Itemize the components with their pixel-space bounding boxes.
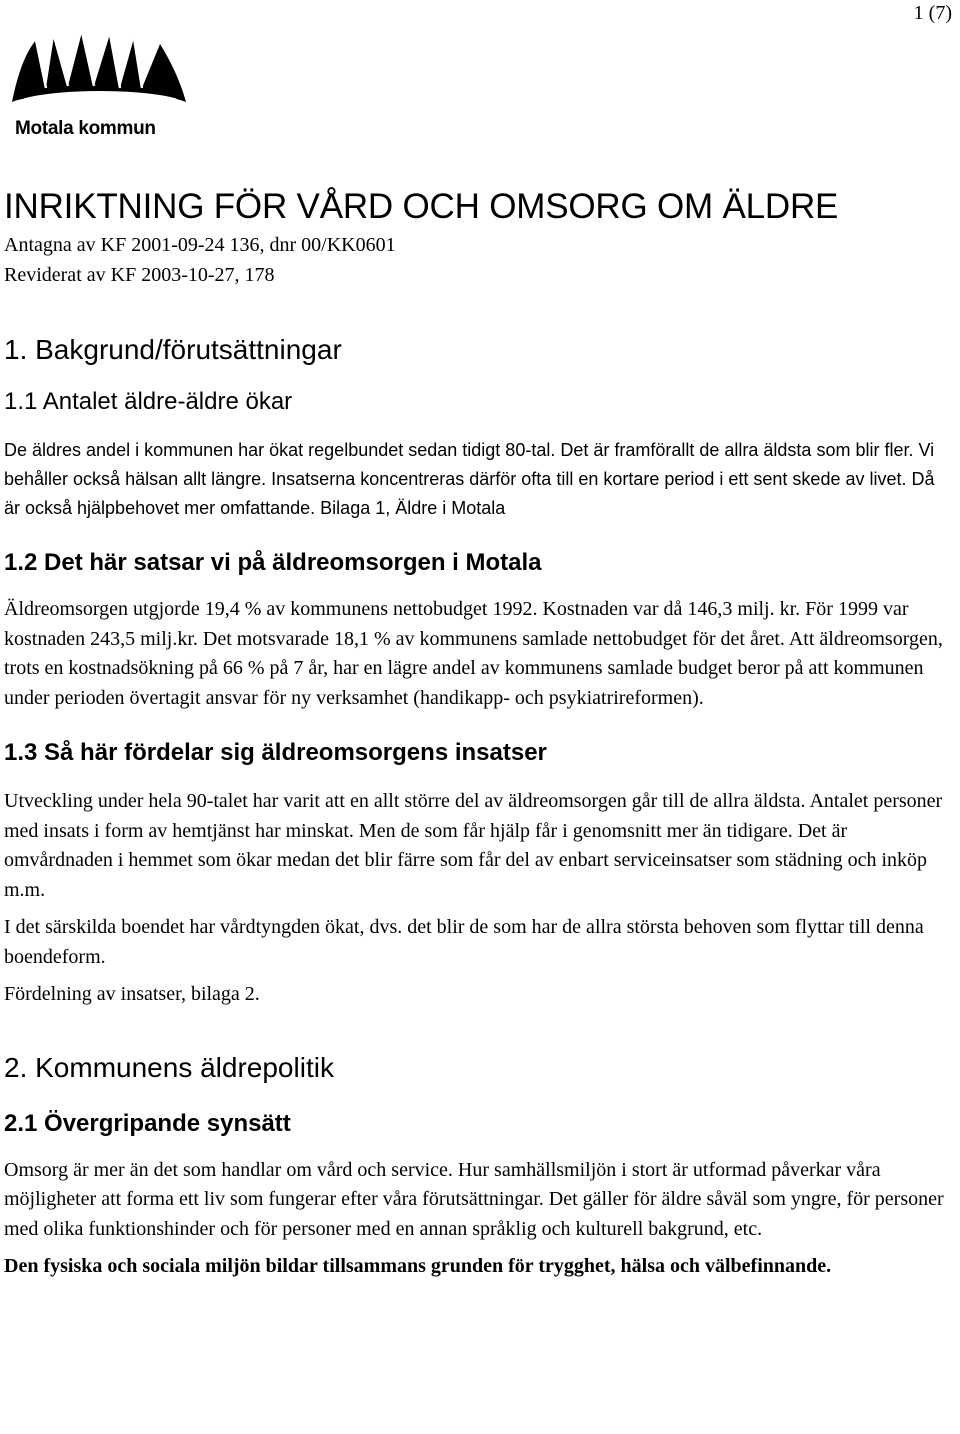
section-1-2-heading: 1.2 Det här satsar vi på äldreomsorgen i Motala <box>4 549 542 576</box>
section-2-1-text: Omsorg är mer än det som handlar om vård och service. Hur samhällsmiljön i stort är utformad påverkar våra möjligheter att forma ett liv som fungerar efter våra förutsättningar. Det gäller för äldre såväl som yngre, för personer med olika funktionshinder och för personer med en annan språklig och kulturell bakgrund, etc. <box>4 1158 944 1240</box>
section-1-3-text-3: Fördelning av insatser, bilaga 2. <box>4 983 260 1005</box>
section-1-3-text-2: I det särskilda boendet har vårdtyngden ökat, dvs. det blir de som har de allra största behoven som flyttar till denna boendeform. <box>4 916 924 968</box>
section-2-1-bold-text: Den fysiska och sociala miljön bildar tillsammans grunden för trygghet, hälsa och välbefinnande. <box>4 1255 832 1277</box>
section-1-1-heading: 1.1 Antalet äldre-äldre ökar <box>4 388 293 415</box>
section-2-1-heading: 2.1 Övergripande synsätt <box>4 1109 291 1137</box>
document-body <box>4 184 954 1282</box>
motala-kommun-logo <box>0 30 195 150</box>
section-1-2-text: Äldreomsorgen utgjorde 19,4 % av kommunens nettobudget 1992. Kostnaden var då 146,3 milj. kr. För 1999 var kostnaden 243,5 milj.kr. Det motsvarade 18,1 % av kommunens samlade nettobudget för det året. Att äldreomsorgen, trots en kostnadsökning på 66 % på 7 år, har en lägre andel av kommunens samlade budget beror på att kommunen under perioden övertagit ansvar för ny verksamhet (handikapp- och psykiatrireformen). <box>4 598 943 709</box>
section-1-3-heading: 1.3 Så här fördelar sig äldreomsorgens insatser <box>4 739 547 766</box>
crown-logo-icon <box>0 30 195 120</box>
logo-text: Motala kommun <box>15 118 156 139</box>
section-1-1-text: De äldres andel i kommunen har ökat regelbundet sedan tidigt 80-tal. Det är framförallt de allra äldsta som blir fler. Vi behåller också hälsan allt längre. Insatserna koncentreras därför ofta till en kortare period i ett sent skede av livet. Då är också hjälpbehovet mer omfattande. Bilaga 1, Äldre i Motala <box>4 440 935 518</box>
page-number: 1 (7) <box>913 2 952 24</box>
section-2-heading: 2. Kommunens äldrepolitik <box>4 1051 334 1083</box>
revised-line: Reviderat av KF 2003-10-27, 178 <box>4 264 275 286</box>
document-title: INRIKTNING FÖR VÅRD OCH OMSORG OM ÄLDRE <box>4 187 839 226</box>
adopted-line: Antagna av KF 2001-09-24 136, dnr 00/KK0601 <box>4 234 396 256</box>
section-1-3-text-1: Utveckling under hela 90-talet har varit att en allt större del av äldreomsorgen går till de allra äldsta. Antalet personer med insats i form av hemtjänst har minskat. Men de som får hjälp får i genomsnitt mer än tidigare. Det är omvårdnaden i hemmet som ökar medan det blir färre som får del av enbart serviceinsatser som städning och inköp m.m. <box>4 790 943 901</box>
section-1-heading: 1. Bakgrund/förutsättningar <box>4 334 342 365</box>
